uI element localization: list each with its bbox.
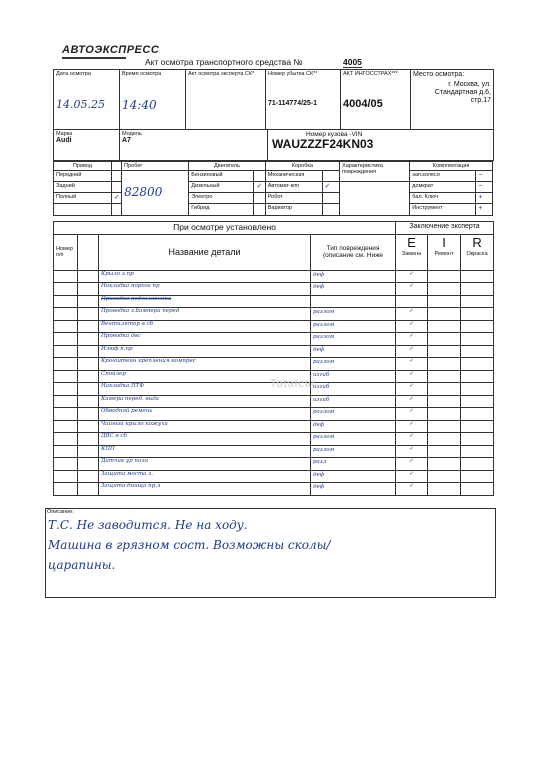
expert-title: Заключение эксперта [396, 222, 494, 235]
paint-mark [461, 420, 494, 433]
row-num-cell [54, 433, 78, 446]
table-row [54, 458, 494, 471]
row-num-cell [54, 358, 78, 371]
model-cell [120, 130, 268, 161]
part-name: Спойлер [99, 370, 311, 383]
gearbox-manual: Механическая [265, 171, 322, 182]
table-row [54, 283, 494, 296]
model-value: A7 [122, 137, 131, 145]
date-value: 14.05.25 [56, 98, 105, 112]
damage-type: деф [311, 483, 396, 496]
row-spacer-cell [78, 295, 99, 308]
kit-jack: домкрат [410, 182, 476, 193]
damage-type: деф [311, 283, 396, 296]
make-label: Марка [56, 131, 73, 137]
damage-type-label: Тип повреждения (описание см. Ниже [311, 234, 396, 270]
replace-mark: ✓ [396, 358, 428, 371]
replace-mark: ✓ [396, 470, 428, 483]
vin-cell [268, 130, 494, 161]
replace-mark: ✓ [396, 433, 428, 446]
replace-mark: ✓ [396, 370, 428, 383]
mileage-value: 82800 [124, 185, 163, 199]
table-row [54, 345, 494, 358]
replace-mark: ✓ [396, 420, 428, 433]
replace-mark: ✓ [396, 445, 428, 458]
row-num-cell [54, 445, 78, 458]
time-cell [120, 70, 186, 130]
table-row [54, 420, 494, 433]
paint-mark [461, 370, 494, 383]
row-spacer-cell [78, 345, 99, 358]
part-name: Накладка ПТФ [99, 383, 311, 396]
paint-mark [461, 333, 494, 346]
auto-check-icon: ✓ [322, 182, 340, 193]
paint-mark [461, 433, 494, 446]
gearbox-robot: Робот [265, 193, 322, 204]
row-spacer-cell [78, 270, 99, 283]
table-row [54, 358, 494, 371]
paint-mark [461, 395, 494, 408]
engine-label: Двигатель [189, 162, 265, 171]
part-name: Илюф п.пр [99, 345, 311, 358]
damage-type: разлом [311, 320, 396, 333]
replace-mark: ✓ [396, 270, 428, 283]
row-num-cell [54, 470, 78, 483]
kit-label: Комплектация [410, 162, 493, 171]
col-e-cell [396, 234, 428, 270]
repair-mark [428, 433, 461, 446]
expert-act-label: Акт осмотра эксперта СК* [188, 71, 255, 77]
row-spacer-cell [78, 395, 99, 408]
repair-mark [428, 345, 461, 358]
table-row [54, 470, 494, 483]
part-label: Название детали [99, 234, 311, 270]
damage-type: деф [311, 270, 396, 283]
place-label: Место осмотра: [413, 71, 465, 78]
table-row [54, 308, 494, 321]
paint-mark [461, 470, 494, 483]
part-name: Вентилятор в сб [99, 320, 311, 333]
table-row [54, 320, 494, 333]
num-label: Номер п/п [54, 234, 78, 270]
paint-mark [461, 295, 494, 308]
row-spacer-cell [78, 420, 99, 433]
col-r-cell [461, 234, 494, 270]
findings-title: При осмотре установлено [54, 222, 396, 235]
replace-mark: ✓ [396, 408, 428, 421]
row-num-cell [54, 270, 78, 283]
row-spacer-cell [78, 308, 99, 321]
repair-mark [428, 270, 461, 283]
repair-mark [428, 445, 461, 458]
drive-rear: Задний [54, 182, 112, 193]
part-name: Проводка з.бампера перед [99, 308, 311, 321]
row-num-cell [54, 383, 78, 396]
paint-mark [461, 445, 494, 458]
damage-type: разлом [311, 333, 396, 346]
table-row [54, 445, 494, 458]
row-num-cell [54, 283, 78, 296]
part-name: ДВС в сб [99, 433, 311, 446]
paint-mark [461, 320, 494, 333]
row-num-cell [54, 483, 78, 496]
part-name: КПП [99, 445, 311, 458]
mileage-label: Пробег [122, 162, 189, 171]
part-name: Крыло з.пр [99, 270, 311, 283]
row-spacer-cell [78, 383, 99, 396]
row-num-cell [54, 333, 78, 346]
col-i-cell [428, 234, 461, 270]
part-name: Защита моста з. [99, 470, 311, 483]
table-row [54, 270, 494, 283]
engine-electric: Электро [189, 193, 254, 204]
paint-mark [461, 408, 494, 421]
date-cell [54, 70, 120, 130]
paint-mark [461, 270, 494, 283]
row-num-cell [54, 408, 78, 421]
logo-underline [62, 57, 126, 59]
replace-mark: ✓ [396, 308, 428, 321]
repair-mark [428, 320, 461, 333]
repair-mark [428, 370, 461, 383]
col-i-label: I [442, 234, 446, 250]
paint-mark [461, 283, 494, 296]
engine-petrol: Бензиновый [189, 171, 254, 182]
kit-wheel-mark: − [476, 171, 493, 182]
loss-number-label: Номер убытка СК** [268, 71, 318, 77]
paint-mark [461, 483, 494, 496]
row-spacer-cell [78, 333, 99, 346]
time-label: Время осмотра [122, 71, 162, 77]
row-spacer-cell [78, 358, 99, 371]
part-name: Кронштейн крепления компрес [99, 358, 311, 371]
damage-type: разлом [311, 308, 396, 321]
damage-type: разлом [311, 408, 396, 421]
drive-full-check-icon: ✓ [111, 193, 121, 204]
kit-jack-mark: − [476, 182, 493, 193]
paint-mark [461, 358, 494, 371]
vin-value: WAUZZZF24KN03 [272, 137, 374, 152]
engine-diesel: Дизельный [189, 182, 254, 193]
damage-type: разлом [311, 358, 396, 371]
model-label: Модель [122, 131, 142, 137]
repair-mark [428, 420, 461, 433]
col-i-sub: Ремонт [434, 250, 454, 257]
time-value: 14:40 [122, 98, 157, 113]
damage-type [311, 295, 396, 308]
row-spacer-cell [78, 470, 99, 483]
row-num-cell [54, 420, 78, 433]
ingos-act-value: 4004/05 [343, 98, 383, 111]
repair-mark [428, 358, 461, 371]
row-num-cell [54, 308, 78, 321]
drive-full: Полный [54, 193, 112, 204]
loss-number-value: 71-114774/25-1 [268, 100, 318, 108]
kit-tool: Инструмент [410, 204, 476, 215]
watermark: Totalcar [270, 378, 317, 390]
repair-mark [428, 283, 461, 296]
replace-mark: ✓ [396, 383, 428, 396]
diesel-check-icon: ✓ [254, 182, 265, 193]
replace-mark: ✓ [396, 345, 428, 358]
part-name: Накладка порога пр [99, 283, 311, 296]
col-r-label: R [472, 234, 482, 250]
kit-tool-mark: + [476, 204, 493, 215]
table-row [54, 395, 494, 408]
replace-mark: ✓ [396, 333, 428, 346]
make-value: Audi [56, 137, 72, 145]
notes-text [48, 515, 492, 575]
repair-mark [428, 333, 461, 346]
part-name: Камера перед. вида [99, 395, 311, 408]
col-e-label: E [407, 234, 416, 250]
table-row [54, 295, 494, 308]
row-spacer-cell [78, 483, 99, 496]
replace-mark: ✓ [396, 395, 428, 408]
replace-mark: ✓ [396, 320, 428, 333]
date-label: Дата осмотра [56, 71, 91, 77]
expert-act-cell [186, 70, 266, 130]
part-name: Обводной ремень [99, 408, 311, 421]
top-info-table [53, 69, 494, 130]
row-spacer-cell [78, 433, 99, 446]
damage-type: разлом [311, 445, 396, 458]
gearbox-auto: Автомат-кпп [265, 182, 322, 193]
damage-type: изгиб [311, 370, 396, 383]
document-number: 4005 [343, 57, 362, 67]
damage-type: разл [311, 458, 396, 471]
row-num-cell [54, 320, 78, 333]
damage-type: деф [311, 470, 396, 483]
row-num-cell [54, 370, 78, 383]
row-num-cell [54, 295, 78, 308]
repair-mark [428, 383, 461, 396]
gearbox-label: Коробка [265, 162, 339, 171]
place-cell [411, 70, 494, 130]
loss-number-cell [266, 70, 341, 130]
repair-mark [428, 308, 461, 321]
replace-mark: ✓ [396, 483, 428, 496]
part-name: Защита днища пр.л [99, 483, 311, 496]
part-name: Чайный крыло кожуха [99, 420, 311, 433]
specs-table [53, 161, 493, 216]
row-spacer-cell [78, 370, 99, 383]
row-spacer-cell [78, 320, 99, 333]
repair-mark [428, 395, 461, 408]
make-cell [54, 130, 120, 161]
part-name: Датчик ур пола [99, 458, 311, 471]
notes-line-2: Машина в грязном сост. Возможны сколы/ [48, 538, 331, 552]
drive-label: Привод [54, 162, 112, 171]
gearbox-cvt: Вариатор [265, 204, 322, 215]
row-spacer-cell [78, 408, 99, 421]
row-spacer-cell [78, 458, 99, 471]
table-row [54, 408, 494, 421]
table-row [54, 483, 494, 496]
col-r-sub: Окраска [466, 250, 488, 257]
notes-line-1: Т.С. Не заводится. Не на ходу. [48, 518, 248, 532]
table-row [54, 433, 494, 446]
paint-mark [461, 458, 494, 471]
notes-label: Описание: [47, 509, 74, 515]
company-logo: АВТОЭКСПРЕСС [62, 44, 160, 56]
engine-hybrid: Гибрид [189, 204, 254, 215]
paint-mark [461, 308, 494, 321]
replace-mark: ✓ [396, 283, 428, 296]
paint-mark [461, 345, 494, 358]
damage-char-label: Характеристика повреждения [340, 162, 410, 182]
damage-type: изгиб [311, 395, 396, 408]
damage-type: деф [311, 420, 396, 433]
mileage-cell [122, 171, 189, 215]
repair-mark [428, 408, 461, 421]
repair-mark [428, 295, 461, 308]
table-row [54, 333, 494, 346]
ingos-act-label: АКТ ИНГОССТРАХ*** [343, 71, 398, 77]
part-name: Проводка подголовника [99, 295, 311, 308]
damage-type: изгиб [311, 383, 396, 396]
vin-label: Номер кузова -VIN [306, 131, 363, 138]
kit-key: бал. Ключ [410, 193, 476, 204]
row-num-cell [54, 458, 78, 471]
damage-type: деф [311, 345, 396, 358]
kit-key-mark: + [476, 193, 493, 204]
repair-mark [428, 483, 461, 496]
replace-mark: ✓ [396, 458, 428, 471]
row-spacer-cell [78, 283, 99, 296]
paint-mark [461, 383, 494, 396]
vehicle-table [53, 129, 494, 161]
row-num-cell [54, 395, 78, 408]
kit-wheel: зап.колесо [410, 171, 476, 182]
document-title: Акт осмотра транспортного средства № [145, 57, 303, 67]
damage-type: разлом [311, 433, 396, 446]
repair-mark [428, 458, 461, 471]
col-e-sub: Замена [401, 250, 422, 257]
findings-table [53, 221, 494, 496]
replace-mark [396, 295, 428, 308]
notes-line-3: царапины. [48, 558, 116, 572]
repair-mark [428, 470, 461, 483]
part-name: Проводка двс [99, 333, 311, 346]
row-spacer-cell [78, 445, 99, 458]
drive-front: Передний [54, 171, 112, 182]
ingos-act-cell [341, 70, 411, 130]
row-num-cell [54, 345, 78, 358]
place-value: г. Москва, ул. Стандартная д.6, стр.17 [434, 81, 491, 105]
